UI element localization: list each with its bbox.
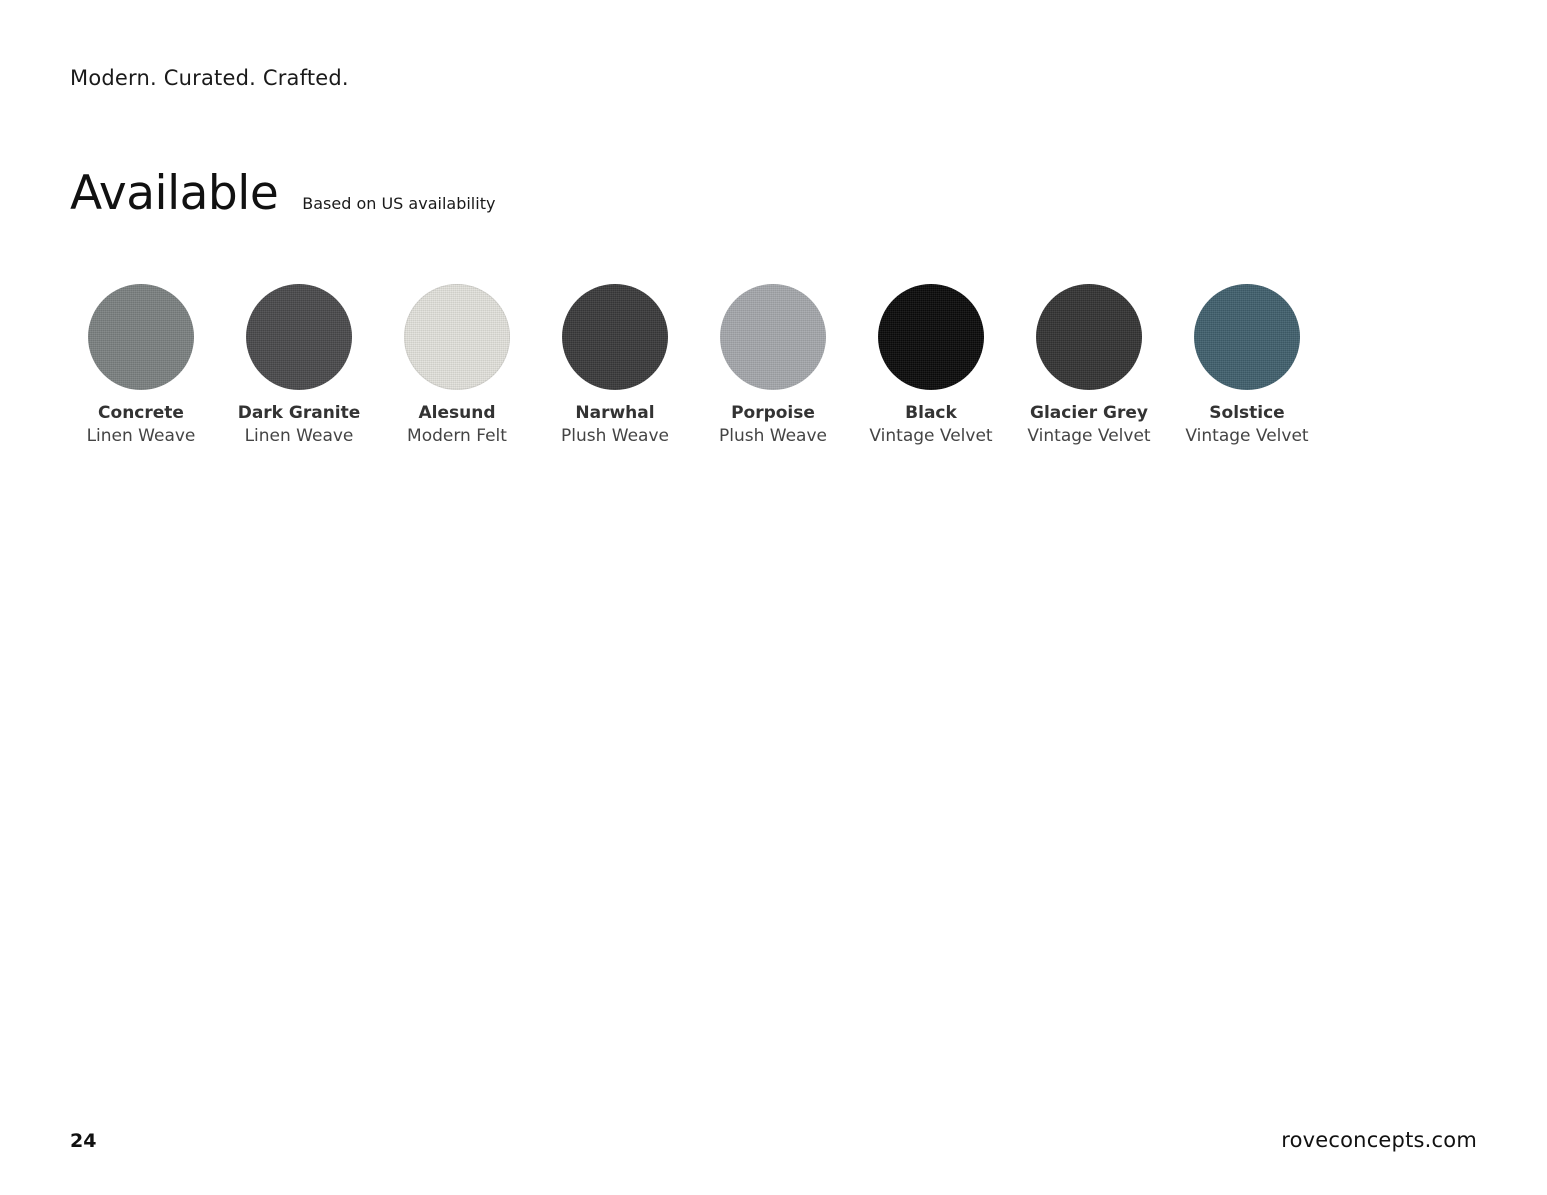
swatch-material: Linen Weave [244,426,354,446]
website-url[interactable]: roveconcepts.com [1281,1128,1477,1152]
swatch-material: Plush Weave [719,426,827,446]
swatch-material: Vintage Velvet [1027,426,1151,446]
swatch-alesund [378,284,536,446]
swatch-circle [88,284,194,390]
swatch-name: Black [905,403,957,423]
swatch-circle [878,284,984,390]
swatch-name: Narwhal [575,403,655,423]
swatch-material: Linen Weave [86,426,196,446]
swatch-glacier-grey [1010,284,1168,446]
swatch-circle [562,284,668,390]
swatch-material: Modern Felt [407,426,507,446]
swatch-dark-granite [220,284,378,446]
page-number: 24 [70,1130,97,1152]
swatch-black [852,284,1010,446]
swatch-circle [246,284,352,390]
swatch-narwhal [536,284,694,446]
swatch-name: Alesund [418,403,496,423]
swatch-porpoise [694,284,852,446]
swatch-circle [1036,284,1142,390]
swatch-circle [1194,284,1300,390]
section-title: Available [70,166,279,221]
swatch-name: Solstice [1209,403,1285,423]
section-header [70,166,495,221]
swatch-circle [720,284,826,390]
swatch-circle [404,284,510,390]
tagline: Modern. Curated. Crafted. [70,66,349,90]
fabric-swatch-list [62,284,1326,446]
swatch-material: Vintage Velvet [869,426,993,446]
swatch-name: Porpoise [731,403,815,423]
swatch-concrete [62,284,220,446]
swatch-name: Dark Granite [237,403,361,423]
swatch-solstice [1168,284,1326,446]
section-subtitle: Based on US availability [302,194,496,213]
swatch-material: Plush Weave [561,426,669,446]
swatch-material: Vintage Velvet [1185,426,1309,446]
swatch-name: Concrete [98,403,184,423]
swatch-name: Glacier Grey [1030,403,1148,423]
